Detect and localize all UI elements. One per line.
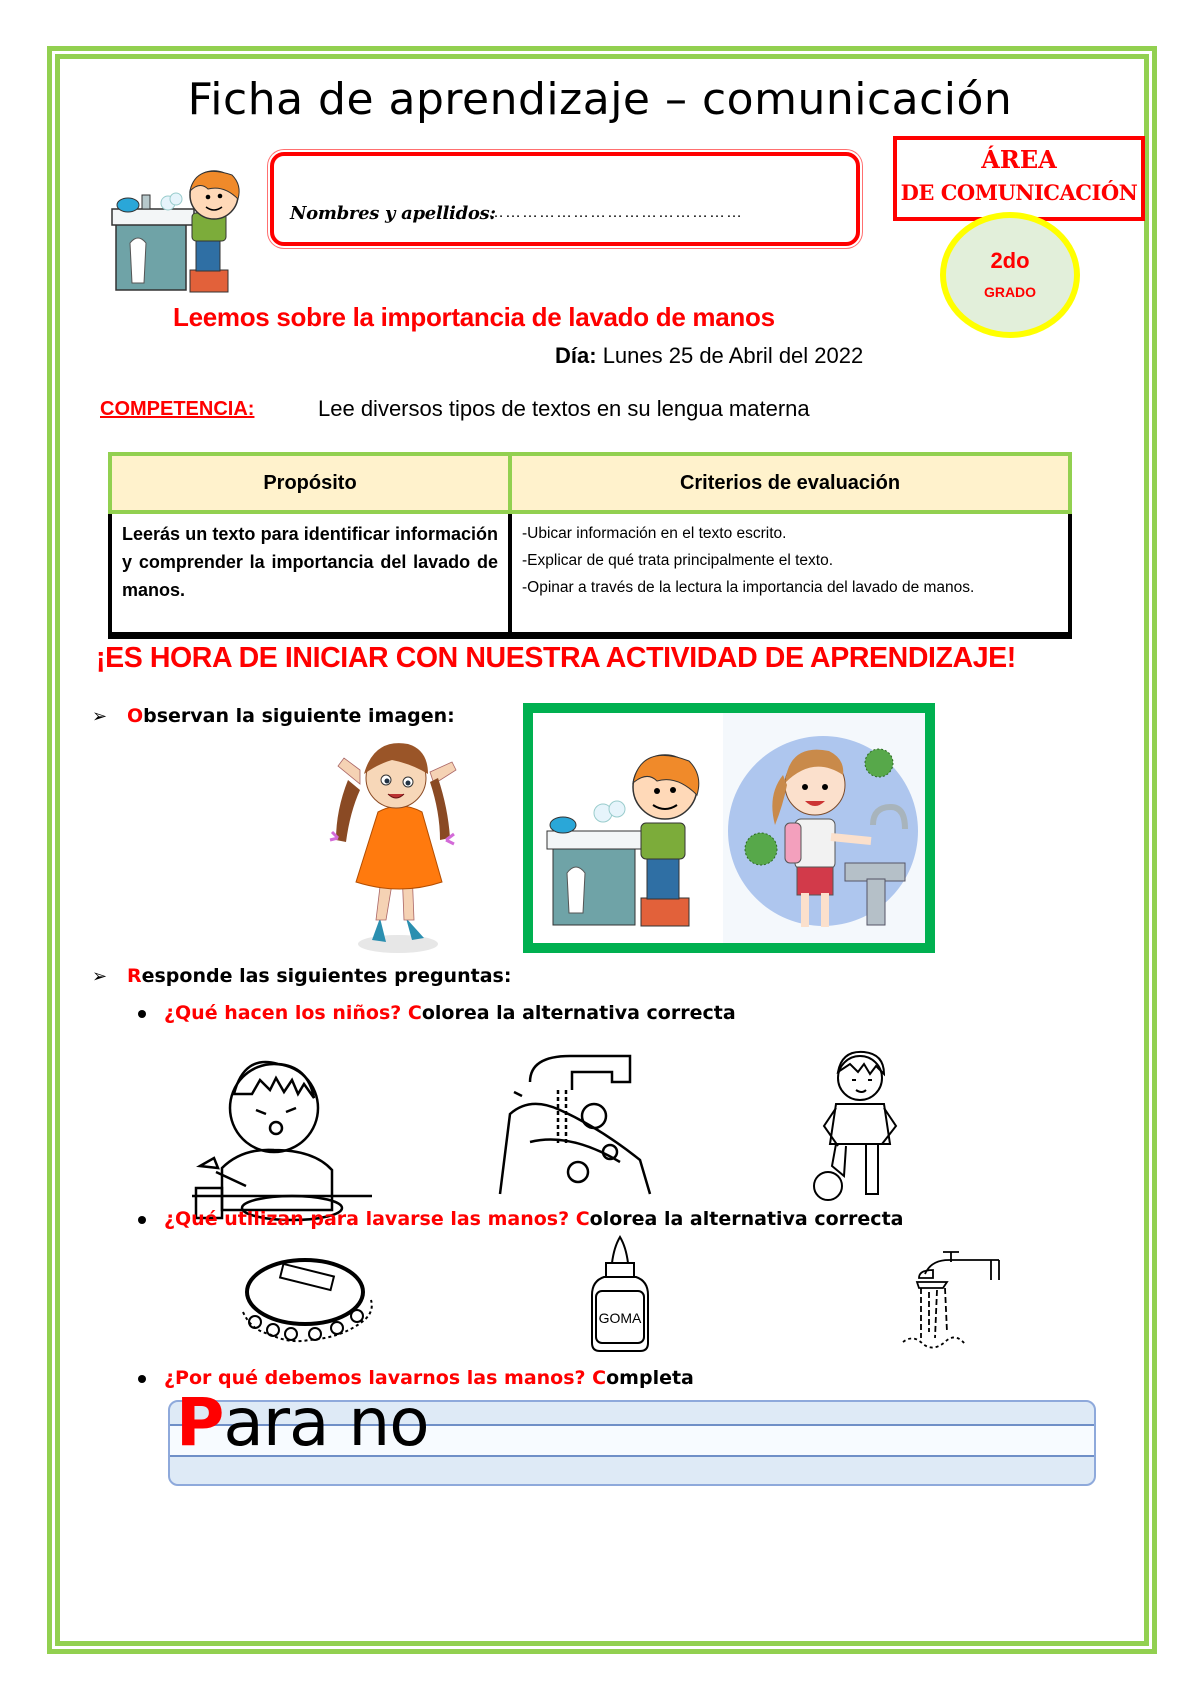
question-1-black: olorea la alternativa correcta [421, 1002, 736, 1024]
option-washing-hands-drawing[interactable] [490, 1052, 660, 1202]
question-3-black: ompleta [606, 1367, 694, 1389]
table-row [110, 512, 1070, 636]
area-title: ÁREA [981, 145, 1057, 174]
answer-rest: ara no [223, 1384, 429, 1461]
purpose-cell: Leerás un texto para identificar información y comprender la importancia del lavado de manos. [110, 512, 510, 636]
respond-instruction [92, 965, 511, 987]
criteria-item: -Ubicar información en el texto escrito. [522, 525, 787, 542]
date-label: Día: [555, 343, 597, 368]
names-input-box[interactable] [270, 152, 860, 246]
table-header-row [110, 454, 1070, 512]
criteria-item: -Opinar a través de la lectura la importancia del lavado de manos. [522, 579, 975, 596]
children-washing-hands-image [533, 713, 925, 943]
observe-initial: O [126, 705, 144, 727]
question-1 [138, 1002, 736, 1024]
bullet-dot-icon [138, 1216, 146, 1224]
date-value: Lunes 25 de Abril del 2022 [602, 343, 864, 368]
page-title: Ficha de aprendizaje – comunicación [187, 74, 1013, 125]
answer-starter-text [176, 1384, 429, 1462]
question-1-red: ¿Qué hacen los niños? C [164, 1002, 422, 1024]
respond-initial: R [126, 965, 142, 987]
question-3-red: ¿Por qué debemos lavarnos las manos? C [164, 1367, 607, 1389]
option-glue-bottle-drawing[interactable] [582, 1235, 658, 1353]
purpose-criteria-table [108, 452, 1072, 639]
bullet-dot-icon [138, 1010, 146, 1018]
option-boy-with-ball-drawing[interactable] [790, 1048, 930, 1203]
observe-instruction [92, 705, 455, 727]
area-subtitle: DE COMUNICACIÓN [900, 180, 1138, 205]
criteria-item: -Explicar de qué trata principalmente el texto. [522, 552, 834, 569]
boy-washing-hands-icon [110, 165, 260, 297]
competencia-text: Lee diversos tipos de textos en su lengua materna [318, 396, 810, 421]
question-2-black: olorea la alternativa correcta [589, 1208, 904, 1230]
lesson-date [555, 343, 863, 369]
handwashing-image-frame [523, 703, 935, 953]
answer-initial: P [176, 1384, 224, 1461]
grade-label: GRADO [983, 284, 1037, 300]
respond-text: esponde las siguientes preguntas: [141, 965, 512, 987]
arrow-bullet-icon: ➢ [92, 706, 108, 727]
names-label: Nombres y apellidos: [290, 203, 496, 224]
option-soap-drawing[interactable] [225, 1252, 385, 1347]
competencia-label: COMPETENCIA: [100, 398, 255, 420]
happy-girl-illustration [318, 730, 468, 955]
grade-number: 2do [990, 248, 1030, 273]
criteria-cell [510, 512, 1070, 636]
bullet-dot-icon [138, 1375, 146, 1383]
goma-label: GOMA [598, 1310, 642, 1326]
question-2-red: ¿Qué utilizan para lavarse las manos? C [164, 1208, 590, 1230]
names-dotted-line: ……………………………………… [488, 204, 743, 221]
arrow-bullet-icon: ➢ [92, 966, 108, 987]
lesson-title: Leemos sobre la importancia de lavado de manos [173, 302, 775, 332]
option-boy-eating-drawing[interactable] [182, 1048, 372, 1223]
observe-text: bservan la siguiente imagen: [143, 705, 455, 727]
grade-badge [940, 212, 1080, 338]
question-2 [138, 1208, 903, 1230]
option-water-tap-drawing[interactable] [895, 1248, 1005, 1358]
header-criteria: Criterios de evaluación [510, 454, 1070, 512]
header-purpose: Propósito [110, 454, 510, 512]
activity-heading: ¡ES HORA DE INICIAR CON NUESTRA ACTIVIDAD DE APRENDIZAJE! [96, 642, 1016, 674]
